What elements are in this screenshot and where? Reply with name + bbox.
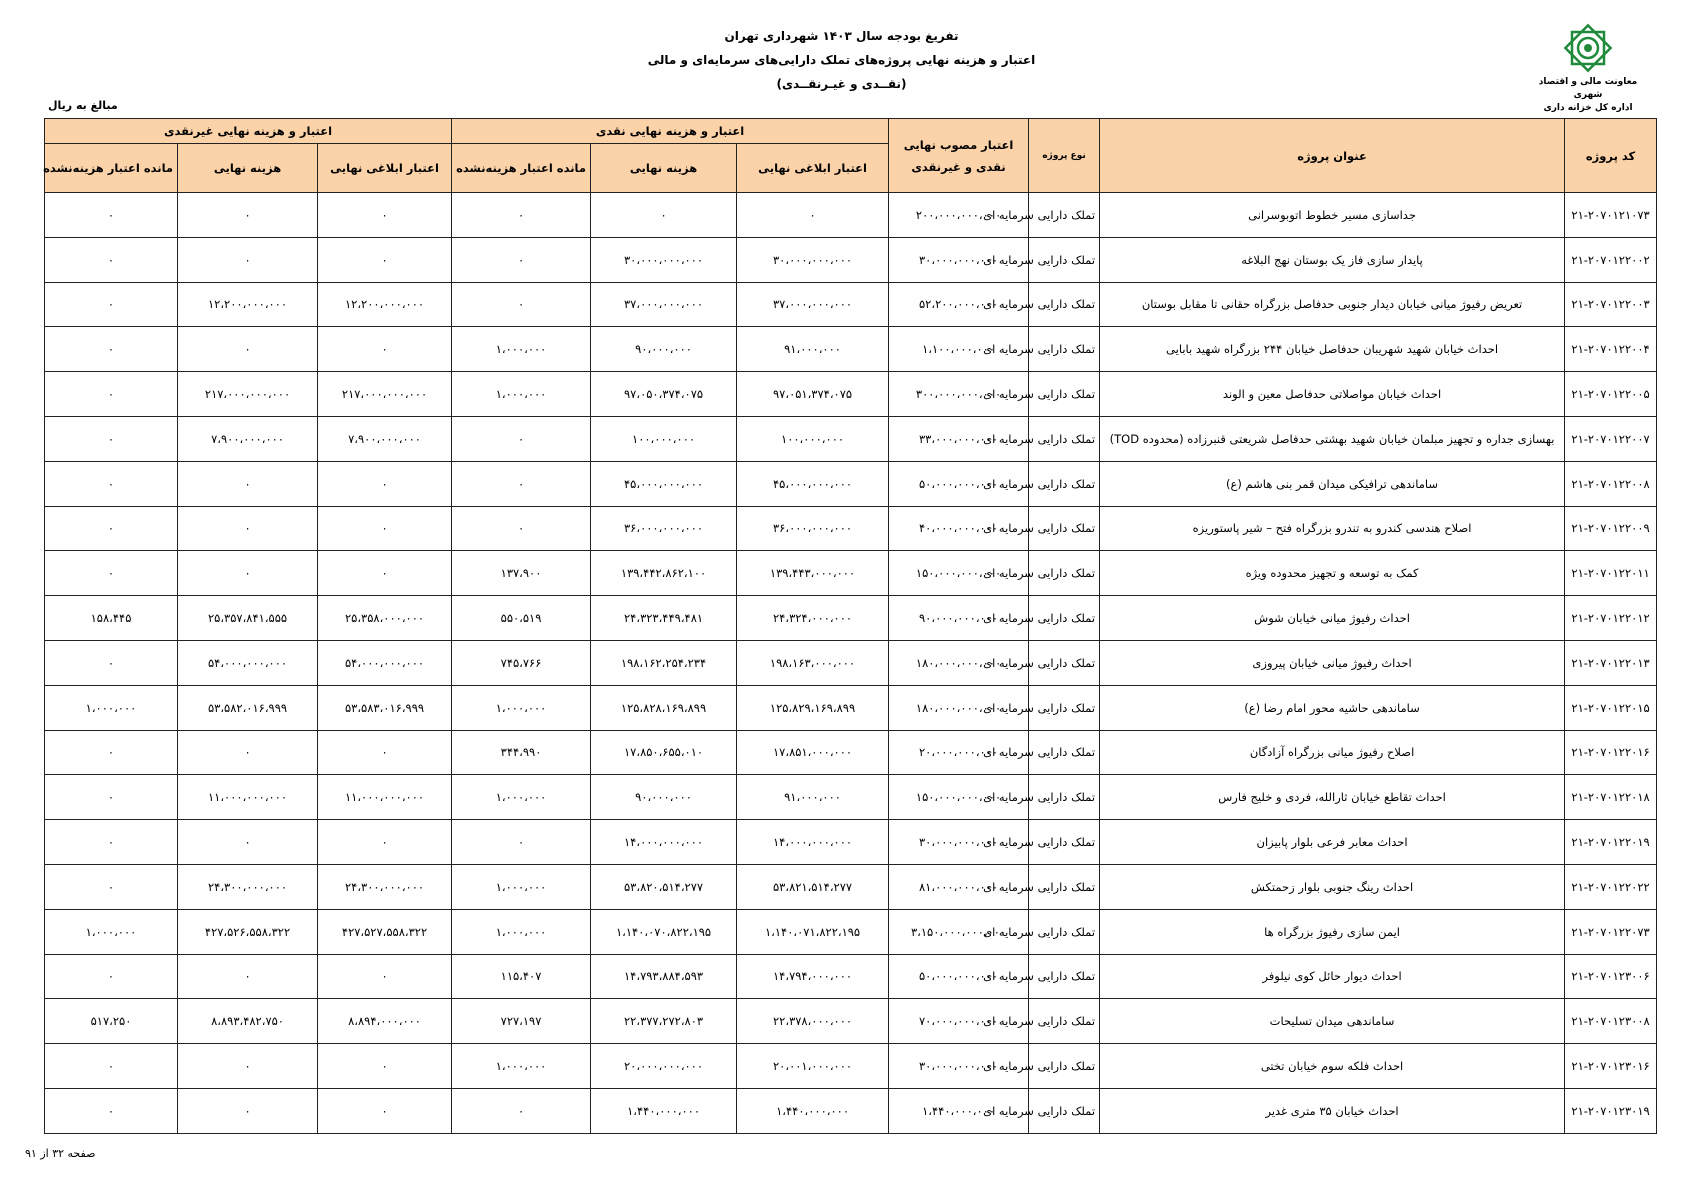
row-noncash-allocated: ۰ xyxy=(318,237,452,282)
row-noncash-final: ۴۲۷،۵۲۶،۵۵۸،۳۲۲ xyxy=(178,909,318,954)
row-code: ۲۱-۲۰۷۰۱۲۲۰۱۸ xyxy=(1565,775,1657,820)
row-cash-final: ۳۷،۰۰۰،۰۰۰،۰۰۰ xyxy=(591,282,737,327)
row-noncash-remain: ۰ xyxy=(45,820,178,865)
row-title: احداث رینگ جنوبی بلوار زحمتکش xyxy=(1100,864,1565,909)
row-cash-allocated: ۱۹۸،۱۶۳،۰۰۰،۰۰۰ xyxy=(737,640,889,685)
row-noncash-final: ۷،۹۰۰،۰۰۰،۰۰۰ xyxy=(178,416,318,461)
row-cash-allocated: ۳۰،۰۰۰،۰۰۰،۰۰۰ xyxy=(737,237,889,282)
table-row xyxy=(45,506,1657,551)
row-cash-remain: ۰ xyxy=(452,193,591,238)
row-approved: ۵۲،۲۰۰،۰۰۰،۰۰۰ xyxy=(889,282,1029,327)
row-approved: ۸۱،۰۰۰،۰۰۰،۰۰۰ xyxy=(889,864,1029,909)
row-type: تملک دارایی سرمایه ای xyxy=(1029,327,1100,372)
row-approved: ۲۰۰،۰۰۰،۰۰۰،۰۰۰ xyxy=(889,193,1029,238)
row-type: تملک دارایی سرمایه ای xyxy=(1029,596,1100,641)
row-approved: ۳۰،۰۰۰،۰۰۰،۰۰۰ xyxy=(889,1044,1029,1089)
row-noncash-allocated: ۱۲،۲۰۰،۰۰۰،۰۰۰ xyxy=(318,282,452,327)
row-noncash-remain: ۰ xyxy=(45,640,178,685)
row-cash-remain: ۳۴۴،۹۹۰ xyxy=(452,730,591,775)
row-code: ۲۱-۲۰۷۰۱۲۲۰۰۷ xyxy=(1565,416,1657,461)
row-cash-remain: ۱،۰۰۰،۰۰۰ xyxy=(452,909,591,954)
row-cash-remain: ۰ xyxy=(452,1088,591,1133)
row-approved: ۳۰،۰۰۰،۰۰۰،۰۰۰ xyxy=(889,820,1029,865)
row-cash-remain: ۱،۰۰۰،۰۰۰ xyxy=(452,775,591,820)
row-code: ۲۱-۲۰۷۰۱۲۲۰۱۵ xyxy=(1565,685,1657,730)
row-cash-allocated: ۲۰،۰۰۱،۰۰۰،۰۰۰ xyxy=(737,1044,889,1089)
row-code: ۲۱-۲۰۷۰۱۲۱۰۷۳ xyxy=(1565,193,1657,238)
row-title: احداث تقاطع خیابان ثارالله، فردی و خلیج فارس xyxy=(1100,775,1565,820)
row-noncash-final: ۲۵،۳۵۷،۸۴۱،۵۵۵ xyxy=(178,596,318,641)
row-code: ۲۱-۲۰۷۰۱۲۳۰۰۶ xyxy=(1565,954,1657,999)
row-noncash-remain: ۰ xyxy=(45,1044,178,1089)
row-title: ساماندهی میدان تسلیحات xyxy=(1100,999,1565,1044)
row-noncash-remain: ۰ xyxy=(45,775,178,820)
table-row xyxy=(45,193,1657,238)
budget-table-body xyxy=(45,193,1657,1134)
row-noncash-final: ۰ xyxy=(178,237,318,282)
row-title: احداث معابر فرعی بلوار پابیزان xyxy=(1100,820,1565,865)
table-row xyxy=(45,640,1657,685)
row-type: تملک دارایی سرمایه ای xyxy=(1029,416,1100,461)
table-row xyxy=(45,909,1657,954)
row-noncash-allocated: ۵۳،۵۸۳،۰۱۶،۹۹۹ xyxy=(318,685,452,730)
row-noncash-remain: ۰ xyxy=(45,730,178,775)
row-cash-final: ۹۷،۰۵۰،۳۷۴،۰۷۵ xyxy=(591,372,737,417)
row-title: ساماندهی ترافیکی میدان قمر بنی هاشم (ع) xyxy=(1100,461,1565,506)
row-noncash-remain: ۰ xyxy=(45,864,178,909)
row-cash-final: ۰ xyxy=(591,193,737,238)
row-type: تملک دارایی سرمایه ای xyxy=(1029,506,1100,551)
row-noncash-final: ۸،۸۹۳،۴۸۲،۷۵۰ xyxy=(178,999,318,1044)
row-cash-remain: ۱،۰۰۰،۰۰۰ xyxy=(452,1044,591,1089)
row-approved: ۲۰،۰۰۰،۰۰۰،۰۰۰ xyxy=(889,730,1029,775)
row-code: ۲۱-۲۰۷۰۱۲۲۰۷۳ xyxy=(1565,909,1657,954)
row-approved: ۵۰،۰۰۰،۰۰۰،۰۰۰ xyxy=(889,954,1029,999)
row-noncash-allocated: ۰ xyxy=(318,506,452,551)
table-row xyxy=(45,730,1657,775)
row-cash-allocated: ۲۲،۳۷۸،۰۰۰،۰۰۰ xyxy=(737,999,889,1044)
row-cash-final: ۱۹۸،۱۶۲،۲۵۴،۲۳۴ xyxy=(591,640,737,685)
report-subtitle: اعتبار و هزینه نهایی پروژه‌های تملک دارایی‌های سرمایه‌ای و مالی xyxy=(647,53,1036,67)
budget-table xyxy=(44,118,1657,1134)
row-approved: ۴۰،۰۰۰،۰۰۰،۰۰۰ xyxy=(889,506,1029,551)
row-code: ۲۱-۲۰۷۰۱۲۲۰۰۲ xyxy=(1565,237,1657,282)
row-type: تملک دارایی سرمایه ای xyxy=(1029,685,1100,730)
row-type: تملک دارایی سرمایه ای xyxy=(1029,730,1100,775)
row-code: ۲۱-۲۰۷۰۱۲۲۰۲۲ xyxy=(1565,864,1657,909)
row-noncash-allocated: ۰ xyxy=(318,1044,452,1089)
row-cash-final: ۱۲۵،۸۲۸،۱۶۹،۸۹۹ xyxy=(591,685,737,730)
table-row xyxy=(45,551,1657,596)
row-cash-allocated: ۹۷،۰۵۱،۳۷۴،۰۷۵ xyxy=(737,372,889,417)
row-noncash-final: ۰ xyxy=(178,1088,318,1133)
row-approved: ۱۵۰،۰۰۰،۰۰۰،۰۰۰ xyxy=(889,775,1029,820)
row-cash-allocated: ۴۵،۰۰۰،۰۰۰،۰۰۰ xyxy=(737,461,889,506)
row-title: احداث خیابان شهید شهریبان حدفاصل خیابان ۲۴۴ بزرگراه شهید بابایی xyxy=(1100,327,1565,372)
row-noncash-remain: ۵۱۷،۲۵۰ xyxy=(45,999,178,1044)
row-cash-allocated: ۱۷،۸۵۱،۰۰۰،۰۰۰ xyxy=(737,730,889,775)
row-cash-remain: ۱،۰۰۰،۰۰۰ xyxy=(452,685,591,730)
report-titles xyxy=(0,24,1683,96)
row-noncash-final: ۰ xyxy=(178,551,318,596)
row-noncash-final: ۰ xyxy=(178,506,318,551)
row-noncash-remain: ۰ xyxy=(45,193,178,238)
table-row xyxy=(45,1088,1657,1133)
row-title: تعریض رفیوژ میانی خیابان دیدار جنوبی حدفاصل بزرگراه حقانی تا مقابل بوستان xyxy=(1100,282,1565,327)
row-code: ۲۱-۲۰۷۰۱۲۲۰۰۵ xyxy=(1565,372,1657,417)
row-cash-final: ۴۵،۰۰۰،۰۰۰،۰۰۰ xyxy=(591,461,737,506)
row-approved: ۵۰،۰۰۰،۰۰۰،۰۰۰ xyxy=(889,461,1029,506)
row-cash-allocated: ۱،۴۴۰،۰۰۰،۰۰۰ xyxy=(737,1088,889,1133)
row-cash-allocated: ۱۰۰،۰۰۰،۰۰۰ xyxy=(737,416,889,461)
row-noncash-final: ۰ xyxy=(178,1044,318,1089)
municipality-logo xyxy=(1533,20,1643,115)
row-cash-remain: ۷۴۵،۷۶۶ xyxy=(452,640,591,685)
row-cash-final: ۱۰۰،۰۰۰،۰۰۰ xyxy=(591,416,737,461)
row-type: تملک دارایی سرمایه ای xyxy=(1029,909,1100,954)
row-approved: ۷۰،۰۰۰،۰۰۰،۰۰۰ xyxy=(889,999,1029,1044)
row-approved: ۱۵۰،۰۰۰،۰۰۰،۰۰۰ xyxy=(889,551,1029,596)
col-header-noncash-allocated: اعتبار ابلاغی نهایی xyxy=(318,144,452,193)
table-row xyxy=(45,775,1657,820)
row-approved: ۱۸۰،۰۰۰،۰۰۰،۰۰۰ xyxy=(889,685,1029,730)
row-cash-remain: ۵۵۰،۵۱۹ xyxy=(452,596,591,641)
row-noncash-allocated: ۰ xyxy=(318,327,452,372)
units-note: مبالغ به ریال xyxy=(48,99,118,112)
row-noncash-allocated: ۱۱،۰۰۰،۰۰۰،۰۰۰ xyxy=(318,775,452,820)
row-approved: ۳۳،۰۰۰،۰۰۰،۰۰۰ xyxy=(889,416,1029,461)
row-cash-remain: ۱۱۵،۴۰۷ xyxy=(452,954,591,999)
row-cash-final: ۹۰،۰۰۰،۰۰۰ xyxy=(591,327,737,372)
table-row xyxy=(45,685,1657,730)
col-header-noncash-final: هزینه نهایی xyxy=(178,144,318,193)
row-noncash-allocated: ۴۲۷،۵۲۷،۵۵۸،۳۲۲ xyxy=(318,909,452,954)
row-cash-final: ۳۰،۰۰۰،۰۰۰،۰۰۰ xyxy=(591,237,737,282)
row-noncash-allocated: ۲۱۷،۰۰۰،۰۰۰،۰۰۰ xyxy=(318,372,452,417)
row-cash-final: ۱۴،۷۹۳،۸۸۴،۵۹۳ xyxy=(591,954,737,999)
row-noncash-allocated: ۵۴،۰۰۰،۰۰۰،۰۰۰ xyxy=(318,640,452,685)
row-type: تملک دارایی سرمایه ای xyxy=(1029,461,1100,506)
row-noncash-allocated: ۰ xyxy=(318,820,452,865)
row-noncash-remain: ۰ xyxy=(45,416,178,461)
row-noncash-allocated: ۷،۹۰۰،۰۰۰،۰۰۰ xyxy=(318,416,452,461)
report-subtitle-type: (نقــدی و غیـرنقــدی) xyxy=(776,77,907,91)
table-row xyxy=(45,999,1657,1044)
table-row xyxy=(45,1044,1657,1089)
row-noncash-allocated: ۸،۸۹۴،۰۰۰،۰۰۰ xyxy=(318,999,452,1044)
row-cash-allocated: ۹۱،۰۰۰،۰۰۰ xyxy=(737,327,889,372)
row-noncash-final: ۰ xyxy=(178,730,318,775)
row-code: ۲۱-۲۰۷۰۱۲۲۰۱۲ xyxy=(1565,596,1657,641)
row-noncash-final: ۲۴،۳۰۰،۰۰۰،۰۰۰ xyxy=(178,864,318,909)
row-approved: ۳۰۰،۰۰۰،۰۰۰،۰۰۰ xyxy=(889,372,1029,417)
row-type: تملک دارایی سرمایه ای xyxy=(1029,1088,1100,1133)
row-cash-remain: ۰ xyxy=(452,506,591,551)
row-noncash-final: ۵۴،۰۰۰،۰۰۰،۰۰۰ xyxy=(178,640,318,685)
col-header-type: نوع پروژه xyxy=(1029,119,1100,193)
row-cash-final: ۱۳۹،۴۴۲،۸۶۲،۱۰۰ xyxy=(591,551,737,596)
row-noncash-allocated: ۲۵،۳۵۸،۰۰۰،۰۰۰ xyxy=(318,596,452,641)
tehran-municipality-emblem-icon xyxy=(1560,20,1616,76)
row-title: احداث خیابان ۳۵ متری غدیر xyxy=(1100,1088,1565,1133)
col-header-code: کد پروژه xyxy=(1565,119,1657,193)
row-cash-allocated: ۹۱،۰۰۰،۰۰۰ xyxy=(737,775,889,820)
row-cash-remain: ۰ xyxy=(452,416,591,461)
row-type: تملک دارایی سرمایه ای xyxy=(1029,372,1100,417)
table-row xyxy=(45,461,1657,506)
row-noncash-final: ۰ xyxy=(178,327,318,372)
row-cash-allocated: ۰ xyxy=(737,193,889,238)
row-code: ۲۱-۲۰۷۰۱۲۲۰۰۳ xyxy=(1565,282,1657,327)
row-type: تملک دارایی سرمایه ای xyxy=(1029,282,1100,327)
row-cash-allocated: ۱،۱۴۰،۰۷۱،۸۲۲،۱۹۵ xyxy=(737,909,889,954)
row-noncash-remain: ۰ xyxy=(45,461,178,506)
row-type: تملک دارایی سرمایه ای xyxy=(1029,999,1100,1044)
row-noncash-remain: ۱،۰۰۰،۰۰۰ xyxy=(45,909,178,954)
row-cash-final: ۱۷،۸۵۰،۶۵۵،۰۱۰ xyxy=(591,730,737,775)
row-cash-final: ۹۰،۰۰۰،۰۰۰ xyxy=(591,775,737,820)
row-noncash-remain: ۰ xyxy=(45,327,178,372)
row-noncash-remain: ۱۵۸،۴۴۵ xyxy=(45,596,178,641)
row-noncash-allocated: ۲۴،۳۰۰،۰۰۰،۰۰۰ xyxy=(318,864,452,909)
row-code: ۲۱-۲۰۷۰۱۲۲۰۱۶ xyxy=(1565,730,1657,775)
row-noncash-remain: ۰ xyxy=(45,1088,178,1133)
table-row xyxy=(45,282,1657,327)
row-approved: ۱۸۰،۰۰۰،۰۰۰،۰۰۰ xyxy=(889,640,1029,685)
row-cash-allocated: ۳۶،۰۰۰،۰۰۰،۰۰۰ xyxy=(737,506,889,551)
report-title: تفریغ بودجه سال ۱۴۰۳ شهرداری تهران xyxy=(724,29,959,43)
col-header-noncash-remain: مانده اعتبار هزینه‌نشده xyxy=(45,144,178,193)
row-title: احداث دیوار حائل کوی نیلوفر xyxy=(1100,954,1565,999)
row-cash-allocated: ۲۴،۳۲۴،۰۰۰،۰۰۰ xyxy=(737,596,889,641)
row-noncash-remain: ۱،۰۰۰،۰۰۰ xyxy=(45,685,178,730)
logo-org-line2: اداره کل خزانه داری xyxy=(1543,103,1633,113)
row-cash-allocated: ۳۷،۰۰۰،۰۰۰،۰۰۰ xyxy=(737,282,889,327)
table-row xyxy=(45,864,1657,909)
row-title: اصلاح رفیوژ میانی بزرگراه آزادگان xyxy=(1100,730,1565,775)
row-cash-remain: ۱۳۷،۹۰۰ xyxy=(452,551,591,596)
row-noncash-remain: ۰ xyxy=(45,372,178,417)
row-cash-remain: ۱،۰۰۰،۰۰۰ xyxy=(452,372,591,417)
row-noncash-final: ۰ xyxy=(178,954,318,999)
row-title: پایدار سازی فاز یک بوستان نهج البلاغه xyxy=(1100,237,1565,282)
row-type: تملک دارایی سرمایه ای xyxy=(1029,640,1100,685)
row-noncash-remain: ۰ xyxy=(45,282,178,327)
row-approved: ۳،۱۵۰،۰۰۰،۰۰۰،۰۰۰ xyxy=(889,909,1029,954)
row-cash-final: ۳۶،۰۰۰،۰۰۰،۰۰۰ xyxy=(591,506,737,551)
table-row xyxy=(45,954,1657,999)
row-type: تملک دارایی سرمایه ای xyxy=(1029,1044,1100,1089)
row-cash-final: ۲۲،۳۷۷،۲۷۲،۸۰۳ xyxy=(591,999,737,1044)
row-noncash-final: ۰ xyxy=(178,820,318,865)
row-type: تملک دارایی سرمایه ای xyxy=(1029,551,1100,596)
logo-org-line1: معاونت مالی و اقتصاد شهری xyxy=(1538,77,1638,100)
row-cash-allocated: ۵۳،۸۲۱،۵۱۴،۲۷۷ xyxy=(737,864,889,909)
row-title: جداسازی مسیر خطوط اتوبوسرانی xyxy=(1100,193,1565,238)
row-code: ۲۱-۲۰۷۰۱۲۲۰۰۸ xyxy=(1565,461,1657,506)
row-type: تملک دارایی سرمایه ای xyxy=(1029,954,1100,999)
row-code: ۲۱-۲۰۷۰۱۲۲۰۱۱ xyxy=(1565,551,1657,596)
row-noncash-remain: ۰ xyxy=(45,506,178,551)
row-cash-remain: ۱،۰۰۰،۰۰۰ xyxy=(452,864,591,909)
table-row xyxy=(45,596,1657,641)
row-type: تملک دارایی سرمایه ای xyxy=(1029,775,1100,820)
row-code: ۲۱-۲۰۷۰۱۲۳۰۱۹ xyxy=(1565,1088,1657,1133)
row-noncash-remain: ۰ xyxy=(45,954,178,999)
row-type: تملک دارایی سرمایه ای xyxy=(1029,237,1100,282)
row-cash-allocated: ۱۴،۷۹۴،۰۰۰،۰۰۰ xyxy=(737,954,889,999)
row-noncash-allocated: ۰ xyxy=(318,1088,452,1133)
row-noncash-allocated: ۰ xyxy=(318,730,452,775)
col-header-title: عنوان پروژه xyxy=(1100,119,1565,193)
table-row xyxy=(45,237,1657,282)
row-cash-allocated: ۱۴،۰۰۰،۰۰۰،۰۰۰ xyxy=(737,820,889,865)
row-code: ۲۱-۲۰۷۰۱۲۲۰۱۹ xyxy=(1565,820,1657,865)
table-row xyxy=(45,327,1657,372)
row-cash-final: ۱،۴۴۰،۰۰۰،۰۰۰ xyxy=(591,1088,737,1133)
row-type: تملک دارایی سرمایه ای xyxy=(1029,820,1100,865)
col-header-cash-remain: مانده اعتبار هزینه‌نشده xyxy=(452,144,591,193)
col-header-cash-allocated: اعتبار ابلاغی نهایی xyxy=(737,144,889,193)
row-noncash-final: ۱۲،۲۰۰،۰۰۰،۰۰۰ xyxy=(178,282,318,327)
group-header-cash: اعتبار و هزینه نهایی نقدی xyxy=(452,119,889,144)
group-header-noncash: اعتبار و هزینه نهایی غیرنقدی xyxy=(45,119,452,144)
table-row xyxy=(45,820,1657,865)
row-title: احداث خیابان مواصلاتی حدفاصل معین و الوند xyxy=(1100,372,1565,417)
row-title: اصلاح هندسی کندرو به تندرو بزرگراه فتح – شیر پاستوریزه xyxy=(1100,506,1565,551)
col-header-approved: اعتبار مصوب نهایی نقدی و غیرنقدی xyxy=(889,119,1029,193)
row-cash-remain: ۷۲۷،۱۹۷ xyxy=(452,999,591,1044)
col-header-cash-final: هزینه نهایی xyxy=(591,144,737,193)
row-cash-remain: ۰ xyxy=(452,461,591,506)
row-title: بهسازی جداره و تجهیز مبلمان خیابان شهید بهشتی حدفاصل شریعتی قنبرزاده (محدوده TOD) xyxy=(1100,416,1565,461)
row-noncash-allocated: ۰ xyxy=(318,954,452,999)
row-title: ساماندهی حاشیه محور امام رضا (ع) xyxy=(1100,685,1565,730)
row-code: ۲۱-۲۰۷۰۱۲۳۰۰۸ xyxy=(1565,999,1657,1044)
row-code: ۲۱-۲۰۷۰۱۲۲۰۰۹ xyxy=(1565,506,1657,551)
row-cash-allocated: ۱۳۹،۴۴۳،۰۰۰،۰۰۰ xyxy=(737,551,889,596)
row-title: احداث رفیوژ میانی خیابان شوش xyxy=(1100,596,1565,641)
row-type: تملک دارایی سرمایه ای xyxy=(1029,864,1100,909)
row-approved: ۹۰،۰۰۰،۰۰۰،۰۰۰ xyxy=(889,596,1029,641)
row-cash-final: ۱،۱۴۰،۰۷۰،۸۲۲،۱۹۵ xyxy=(591,909,737,954)
row-cash-final: ۵۳،۸۲۰،۵۱۴،۲۷۷ xyxy=(591,864,737,909)
row-noncash-final: ۵۳،۵۸۲،۰۱۶،۹۹۹ xyxy=(178,685,318,730)
row-type: تملک دارایی سرمایه ای xyxy=(1029,193,1100,238)
row-noncash-final: ۱۱،۰۰۰،۰۰۰،۰۰۰ xyxy=(178,775,318,820)
row-approved: ۱،۴۴۰،۰۰۰،۰۰۰ xyxy=(889,1088,1029,1133)
table-row xyxy=(45,416,1657,461)
row-cash-final: ۱۴،۰۰۰،۰۰۰،۰۰۰ xyxy=(591,820,737,865)
row-noncash-allocated: ۰ xyxy=(318,551,452,596)
row-noncash-final: ۰ xyxy=(178,461,318,506)
row-code: ۲۱-۲۰۷۰۱۲۲۰۱۳ xyxy=(1565,640,1657,685)
row-noncash-remain: ۰ xyxy=(45,237,178,282)
row-cash-remain: ۰ xyxy=(452,820,591,865)
page-number: صفحه ۳۲ از ۹۱ xyxy=(25,1147,96,1160)
row-title: کمک به توسعه و تجهیز محدوده ویژه xyxy=(1100,551,1565,596)
row-title: احداث رفیوژ میانی خیابان پیروزی xyxy=(1100,640,1565,685)
row-noncash-final: ۲۱۷،۰۰۰،۰۰۰،۰۰۰ xyxy=(178,372,318,417)
row-title: احداث فلکه سوم خیابان تختی xyxy=(1100,1044,1565,1089)
row-cash-remain: ۰ xyxy=(452,282,591,327)
row-cash-final: ۲۰،۰۰۰،۰۰۰،۰۰۰ xyxy=(591,1044,737,1089)
row-cash-remain: ۰ xyxy=(452,237,591,282)
row-cash-remain: ۱،۰۰۰،۰۰۰ xyxy=(452,327,591,372)
row-approved: ۱،۱۰۰،۰۰۰،۰۰۰ xyxy=(889,327,1029,372)
row-cash-allocated: ۱۲۵،۸۲۹،۱۶۹،۸۹۹ xyxy=(737,685,889,730)
row-noncash-final: ۰ xyxy=(178,193,318,238)
row-noncash-allocated: ۰ xyxy=(318,193,452,238)
row-title: ایمن سازی رفیوژ بزرگراه ها xyxy=(1100,909,1565,954)
row-code: ۲۱-۲۰۷۰۱۲۲۰۰۴ xyxy=(1565,327,1657,372)
row-code: ۲۱-۲۰۷۰۱۲۳۰۱۶ xyxy=(1565,1044,1657,1089)
row-cash-final: ۲۴،۳۲۳،۴۴۹،۴۸۱ xyxy=(591,596,737,641)
row-noncash-allocated: ۰ xyxy=(318,461,452,506)
row-noncash-remain: ۰ xyxy=(45,551,178,596)
row-approved: ۳۰،۰۰۰،۰۰۰،۰۰۰ xyxy=(889,237,1029,282)
table-row xyxy=(45,372,1657,417)
